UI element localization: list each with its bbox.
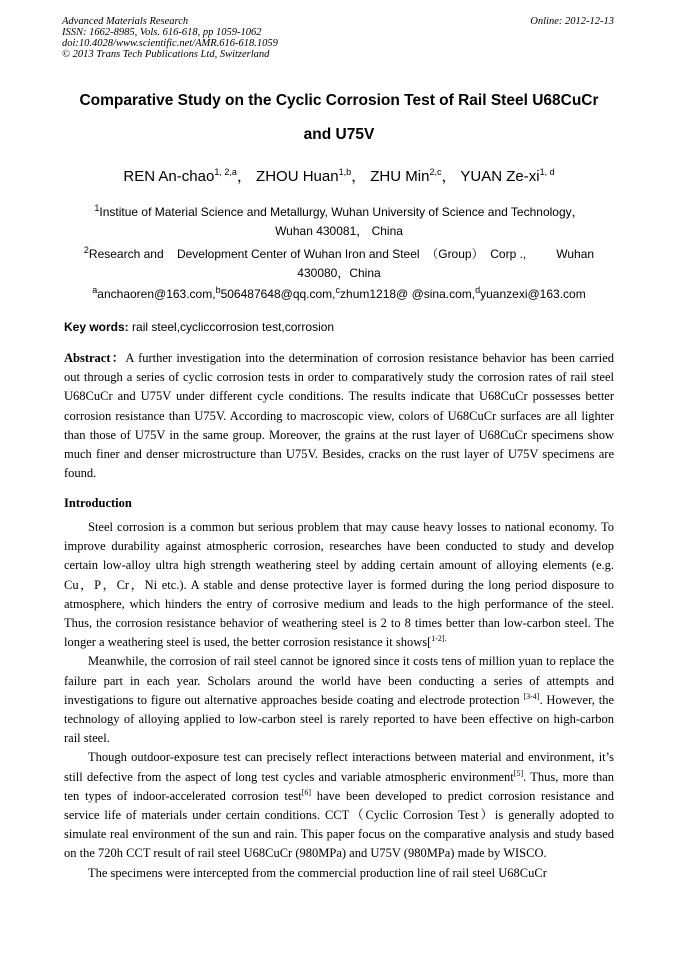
paragraph-text: The specimens were intercepted from the commercial production line of rail steel U68CuCr bbox=[88, 865, 547, 880]
online-date: Online: 2012-12-13 bbox=[530, 16, 614, 27]
keywords-text: rail steel,cycliccorrosion test,corrosion bbox=[128, 320, 335, 334]
keywords bbox=[64, 320, 334, 334]
abstract-label: Abstract： bbox=[64, 351, 126, 365]
author-separator: ， bbox=[351, 168, 367, 185]
email-marker: c bbox=[335, 285, 341, 295]
affiliation-text: Institue of Material Science and Metallurgy, Wuhan University of Science and Technology， bbox=[99, 205, 584, 219]
affiliation-marker: 1 bbox=[94, 203, 100, 213]
introduction-body bbox=[64, 518, 614, 883]
author-list bbox=[40, 165, 638, 186]
email-link[interactable]: 506487648@qq.com, bbox=[220, 287, 336, 301]
section-heading-introduction: Introduction bbox=[64, 496, 132, 510]
paragraph bbox=[64, 748, 614, 863]
author-separator: ， bbox=[236, 168, 252, 185]
affiliation-text: Wuhan 430081， China bbox=[275, 224, 403, 238]
citation: 1-2]. bbox=[431, 634, 447, 644]
paragraph bbox=[64, 652, 614, 748]
issn-line: ISSN: 1662-8985, Vols. 616-618, pp 1059-1062 bbox=[62, 27, 262, 38]
paper-title-line-2: and U75V bbox=[303, 126, 375, 143]
paragraph-text: . However, the technology of alloying applied to low-carbon steel is rarely reported to have been effective on high-carbon rail steel. bbox=[64, 692, 614, 746]
author-separator: ， bbox=[441, 168, 457, 185]
affiliation-1 bbox=[60, 203, 618, 241]
author-name: YUAN Ze-xi bbox=[460, 168, 540, 185]
affiliation-text: 430080，China bbox=[297, 266, 381, 280]
email-marker: b bbox=[215, 285, 221, 295]
paragraph bbox=[64, 864, 614, 883]
author-affiliation-marker: 2,c bbox=[429, 167, 442, 177]
affiliation-marker: 2 bbox=[83, 245, 89, 255]
email-marker: d bbox=[475, 285, 481, 295]
affiliation-2 bbox=[60, 245, 618, 283]
email-marker: a bbox=[92, 285, 98, 295]
abstract-text: A further investigation into the determination of corrosion resistance behavior has been carried out through a series of cyclic corrosion tests in order to comparatively study the corrosion rates of rail steel U68CuCr and U75V under different cycle conditions. The results indicate that U68CuCr possesses better corrosion resistance than U75V. According to macroscopic view, colors of U68CuCr surfaces are all lighter than those of U75V in the same group. Moreover, the grains at the rust layer of U68CuCr specimens show much finer and denser microstructure than U75V. Besides, cracks on the rust layer of U75V specimens are found. bbox=[64, 351, 614, 481]
paragraph-text: Steel corrosion is a common but serious problem that may cause heavy losses to national economy. To improve durability against atmospheric corrosion, researches have been conducted to study and develop certain low-alloy ultra high strength weathering steel by adding certain amount of alloying elements (e.g. Cu，P，Cr，Ni etc.). A stable and dense protective layer is formed during the long period disposure to atmosphere, which hinders the entry of corrosive medium and leads to the high performance of the steel. Thus, the corrosion resistance behavior of weathering steel is 2 to 8 times better than low-carbon steel. The longer a weathering steel is used, the better corrosion resistance it shows[ bbox=[64, 520, 614, 650]
paragraph bbox=[64, 518, 614, 652]
author-name: REN An-chao bbox=[123, 168, 215, 185]
paragraph-text: Though outdoor-exposure test can precisely reflect interactions between material and environment, it’s still defective from the aspect of long test cycles and variable atmospheric environment bbox=[64, 750, 614, 784]
paragraph-text: Meanwhile, the corrosion of rail steel cannot be ignored since it costs tens of million yuan to replace the failure part in each year. Scholars around the world have been conducting a series of attempts and investigations to figure out alternative approaches beside coating and electrode protection bbox=[64, 654, 614, 707]
paragraph-text: have been developed to predict corrosion resistance and service life of materials under certain conditions. CCT（Cyclic Corrosion Test）is generally adopted to simulate real environment of the sun and rain. This paper focus on the comparative analysis and study based on the 720h CCT result of rail steel U68CuCr (980MPa) and U75V (980MPa) made by WISCO. bbox=[64, 788, 614, 861]
author-affiliation-marker: 1,b bbox=[338, 167, 352, 177]
author-name: ZHOU Huan bbox=[256, 168, 339, 185]
email-link[interactable]: anchaoren@163.com, bbox=[97, 287, 216, 301]
affiliation-text: Research and Development Center of Wuhan Iron and Steel （Group） Corp ., Wuhan bbox=[88, 247, 595, 261]
email-link[interactable]: yuanzexi@163.com bbox=[480, 287, 586, 301]
doi-line: doi:10.4028/www.scientific.net/AMR.616-618.1059 bbox=[62, 38, 278, 49]
author-emails bbox=[40, 287, 638, 301]
citation: [5] bbox=[513, 768, 524, 778]
journal-name: Advanced Materials Research bbox=[62, 16, 189, 27]
citation: [3-4] bbox=[523, 691, 540, 701]
paper-title-line-1: Comparative Study on the Cyclic Corrosion Test of Rail Steel U68CuCr bbox=[79, 92, 599, 109]
paragraph-text: . Thus, more than ten types of indoor-accelerated corrosion test bbox=[64, 769, 614, 803]
author-affiliation-marker: 1, 2,a bbox=[214, 167, 237, 177]
copyright-line: © 2013 Trans Tech Publications Ltd, Switzerland bbox=[62, 49, 270, 60]
keywords-label: Key words: bbox=[64, 320, 129, 334]
author-affiliation-marker: 1, d bbox=[539, 167, 555, 177]
abstract bbox=[64, 349, 614, 483]
author-name: ZHU Min bbox=[370, 168, 430, 185]
citation: [6] bbox=[301, 787, 312, 797]
email-link[interactable]: zhum1218@ @sina.com, bbox=[340, 287, 476, 301]
